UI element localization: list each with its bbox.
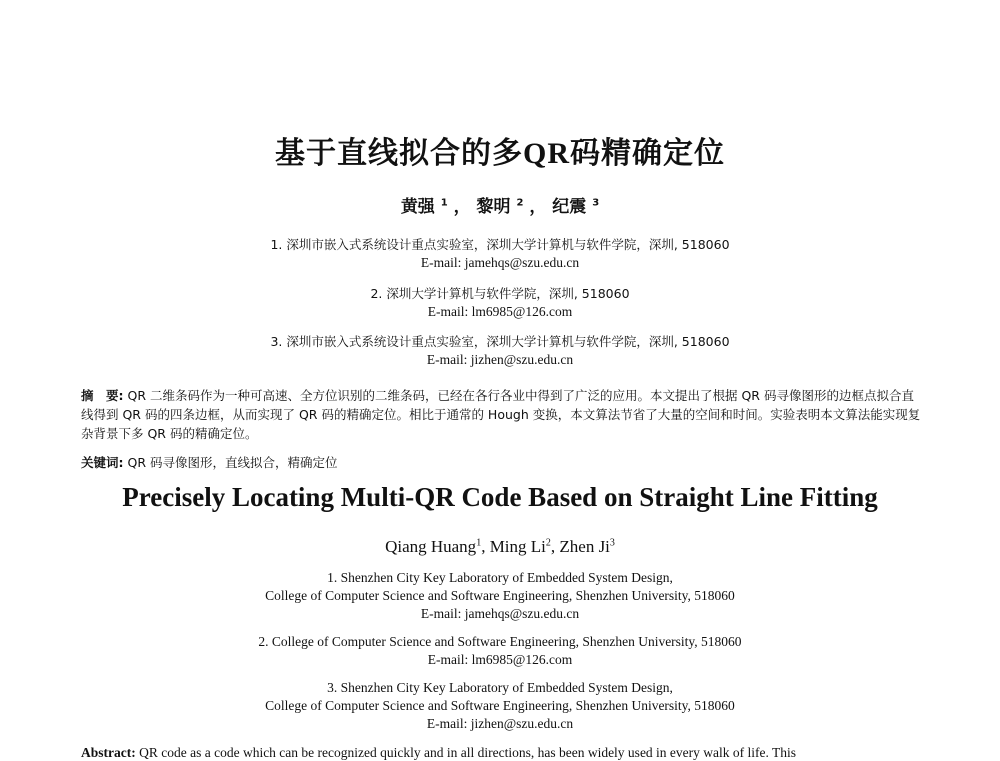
author-sup: 3 [592, 197, 600, 209]
author-sup: 2 [516, 197, 524, 209]
chinese-title-latin: QR [523, 137, 570, 170]
chinese-title-part1: 基于直线拟合的多 [275, 136, 523, 171]
chinese-affiliation-1 [0, 236, 1000, 272]
affiliation-line: 2. 深圳大学计算机与软件学院，深圳, 518060 [370, 286, 630, 301]
english-affiliation-2 [0, 633, 1000, 669]
author-sup: 1 [476, 537, 482, 549]
author-sup: 2 [545, 537, 551, 549]
author-sup: 3 [609, 537, 615, 549]
author-name: 纪震 [552, 197, 587, 217]
author-name: 黄强 [400, 197, 435, 217]
affiliation-line: College of Computer Science and Software Engineering, Shenzhen University, 518060 [265, 588, 735, 603]
affiliation-email: E-mail: jizhen@szu.edu.cn [426, 716, 574, 731]
affiliation-line: College of Computer Science and Software Engineering, Shenzhen University, 518060 [265, 698, 735, 713]
affiliation-line: 1. 深圳市嵌入式系统设计重点实验室，深圳大学计算机与软件学院，深圳, 518060 [270, 237, 730, 252]
keywords-text: QR 码寻像图形，直线拟合，精确定位 [127, 455, 338, 470]
chinese-authors [0, 192, 1000, 217]
author-name: Ming Li [489, 537, 546, 556]
affiliation-email: E-mail: jizhen@szu.edu.cn [426, 352, 574, 367]
english-title: Precisely Locating Multi-QR Code Based on Straight Line Fitting [122, 482, 878, 512]
chinese-affiliation-2 [0, 285, 1000, 321]
english-abstract [81, 745, 921, 761]
abstract-label: Abstract: [81, 745, 136, 760]
author-sep: , [550, 537, 560, 556]
author-sep: , [481, 537, 490, 556]
chinese-keywords [81, 453, 337, 471]
author-sup: 1 [440, 197, 448, 209]
affiliation-line: 3. 深圳市嵌入式系统设计重点实验室，深圳大学计算机与软件学院，深圳, 518060 [270, 334, 730, 349]
keywords-label: 关键词: [81, 455, 124, 470]
english-authors [0, 537, 1000, 557]
affiliation-email: E-mail: lm6985@126.com [427, 652, 573, 667]
chinese-abstract [81, 386, 921, 443]
affiliation-email: E-mail: jamehqs@szu.edu.cn [420, 255, 580, 270]
chinese-affiliation-3 [0, 333, 1000, 369]
author-name: Zhen Ji [559, 537, 610, 556]
affiliation-line: 3. Shenzhen City Key Laboratory of Embedded System Design, [327, 680, 673, 695]
author-sep: ， [529, 197, 547, 217]
author-name: 黎明 [476, 197, 511, 217]
chinese-title-part2: 码精确定位 [570, 136, 725, 171]
affiliation-email: E-mail: lm6985@126.com [427, 304, 573, 319]
abstract-text: QR code as a code which can be recognized quickly and in all directions, has been widely used in every walk of life. This [139, 745, 797, 760]
abstract-label: 摘 要: [81, 388, 124, 403]
affiliation-email: E-mail: jamehqs@szu.edu.cn [420, 606, 580, 621]
author-name: Qiang Huang [385, 537, 477, 556]
affiliation-line: 2. College of Computer Science and Software Engineering, Shenzhen University, 518060 [258, 634, 742, 649]
abstract-text: QR 二维条码作为一种可高速、全方位识别的二维条码，已经在各行各业中得到了广泛的应用。本文提出了根据 QR 码寻像图形的边框点拟合直线得到 QR 码的四条边框，从而实现了 QR 码的精确定位。相比于通常的 Hough 变换，本文算法节省了大量的空间和时间。实验表明本文算法能实现复杂背景下多 QR 码的精确定位。 [81, 388, 921, 441]
english-affiliation-3 [0, 679, 1000, 733]
chinese-title [0, 128, 1000, 172]
affiliation-line: 1. Shenzhen City Key Laboratory of Embedded System Design, [327, 570, 673, 585]
english-affiliation-1 [0, 569, 1000, 623]
author-sep: ， [453, 197, 471, 217]
